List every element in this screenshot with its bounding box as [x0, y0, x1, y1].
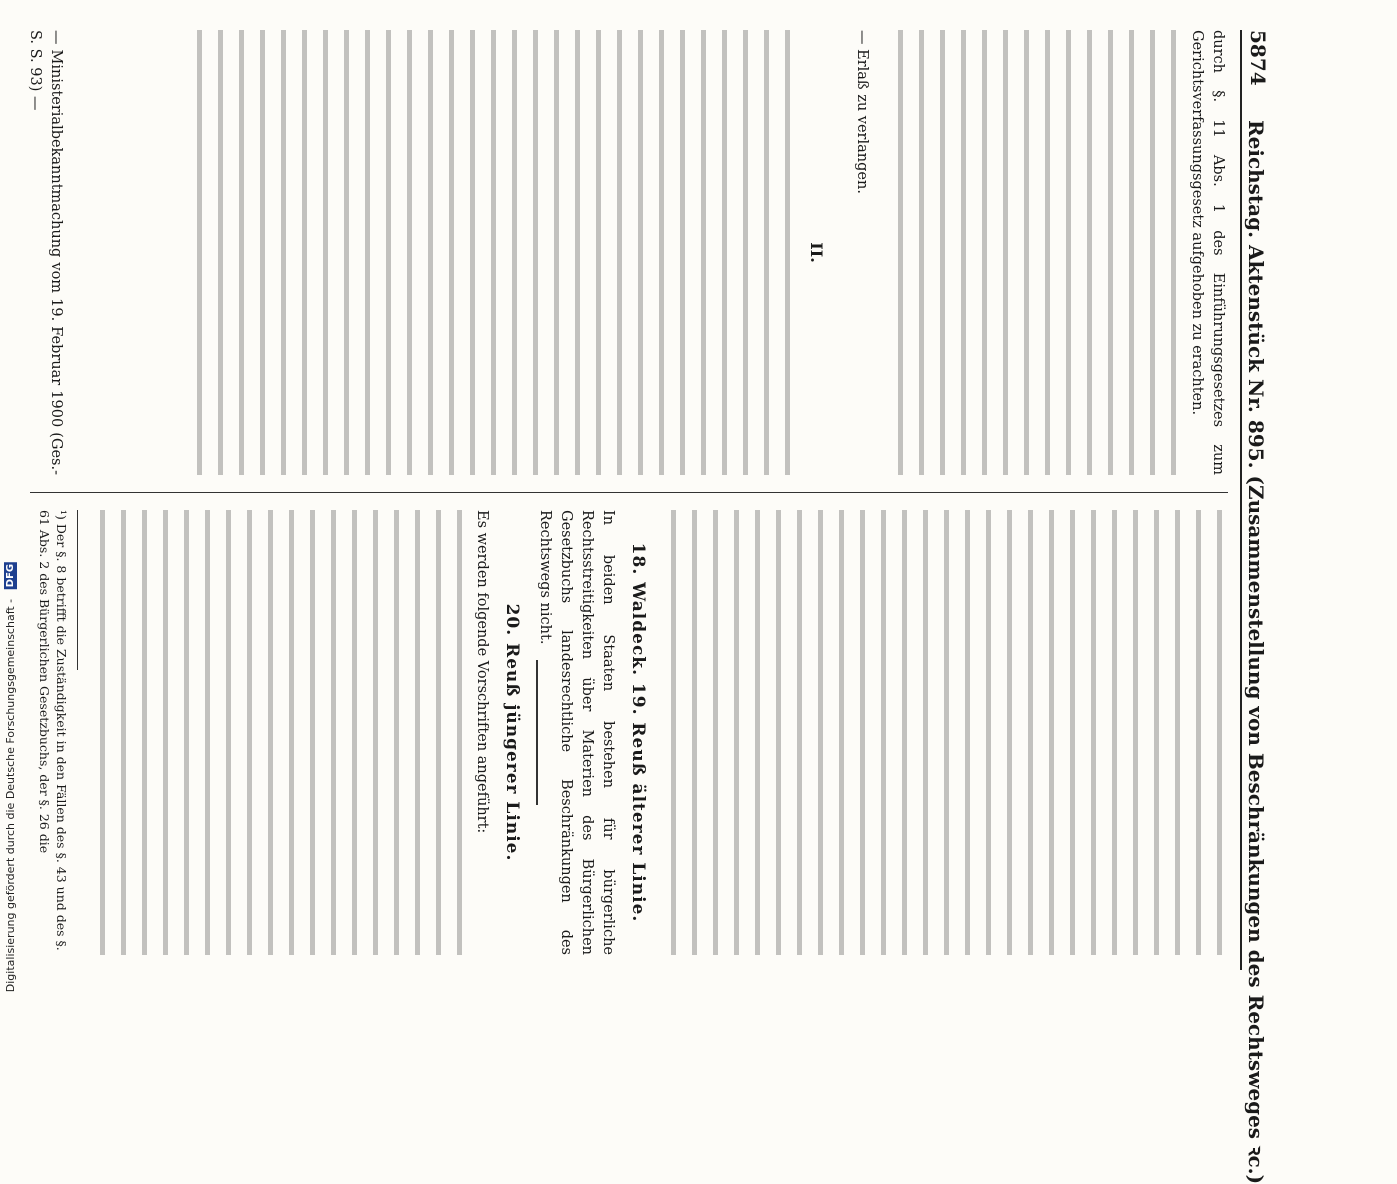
column-divider [30, 492, 1228, 493]
section-heading-18-19: 18. Waldeck. 19. Reuß älterer Linie. [628, 542, 648, 923]
section-rule [536, 660, 538, 805]
running-head-title: Reichstag. Aktenstück Nr. 895. (Zusammenstellung von Beschränkungen des Rechtsweges ꝛc.) [1244, 120, 1268, 1184]
digitization-credit [4, 562, 17, 992]
left-item-2-opening: durch §. 11 Abs. 1 des Einführungsgesetzes zum Gerichtsverfassungsgesetz aufgehoben zu erachten. [1189, 30, 1226, 475]
left-item-2-end: — Ministerialbekanntmachung vom 19. Februar 1900 (Ges.-S. S. 93) — [27, 30, 64, 475]
credit-text: Digitalisierung gefördert durch die Deutsche Forschungsgemeinschaft - [4, 598, 17, 992]
footnote-rule [77, 510, 78, 670]
section-20-intro: Es werden folgende Vorschriften angeführt: [474, 510, 490, 834]
left-column [20, 30, 1228, 475]
footnote: ¹) Der §. 8 betrifft die Zuständigkeit in den Fällen des §. 43 und des §. 61 Abs. 2 des Bürgerlichen Gesetzbuchs, der §. 26 die [37, 510, 69, 951]
dfg-logo: DFG [5, 563, 16, 588]
left-body-text-block-1 [882, 30, 1182, 475]
right-body-text-block-1 [668, 510, 1228, 955]
running-head [1240, 30, 1272, 1184]
right-column [20, 510, 1228, 955]
left-body-text-block-2 [196, 30, 796, 475]
section-18-19-paragraph: In beiden Staaten bestehen für bürgerliche Rechtsstreitigkeiten über Materien des Bürgerlichen Gesetzbuchs landesrechtliche Beschränkungen des Rechtswegs nicht. [537, 510, 616, 955]
page-number: 5874 [1246, 30, 1270, 86]
right-enumerated-list [88, 510, 468, 955]
section-roman-heading: II. [807, 242, 826, 263]
section-heading-20: 20. Reuß jüngerer Linie. [502, 603, 522, 862]
left-closing-line: — Erlaß zu verlangen. [854, 30, 870, 194]
